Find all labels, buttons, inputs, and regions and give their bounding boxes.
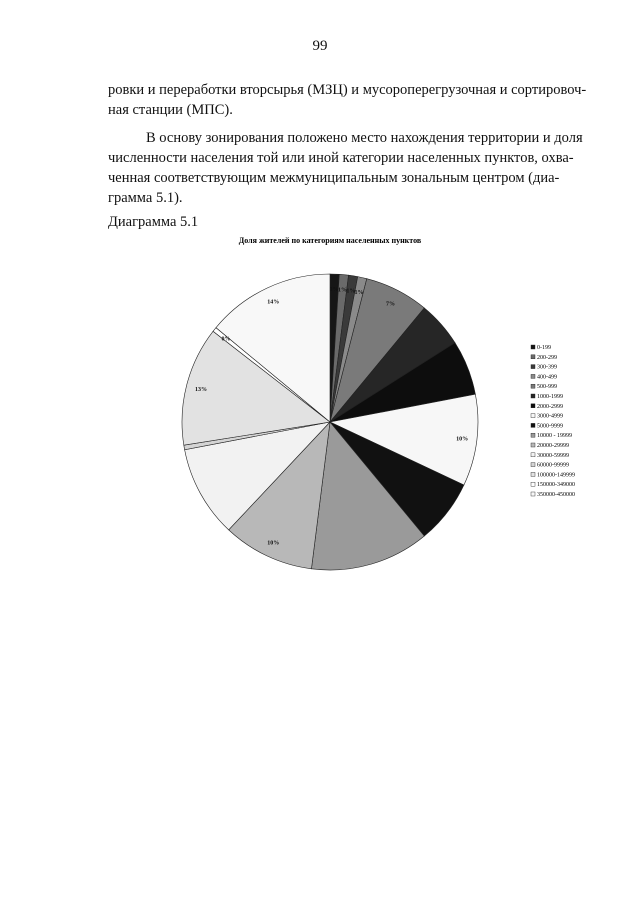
legend-swatch [531, 384, 535, 388]
legend-swatch [531, 453, 535, 457]
legend-entry: 200-299 [537, 354, 557, 361]
legend-entry: 150000-349000 [537, 482, 575, 489]
legend-entry: 350000-450000 [537, 492, 575, 498]
paragraph-continued [108, 80, 587, 120]
legend-entry: 400-499 [537, 374, 557, 381]
text-line: В основу зонирования положено место нахождения территории и доля [146, 130, 583, 146]
legend-entry: 500-999 [537, 384, 557, 391]
slice-data-label: 7% [385, 301, 395, 308]
text-line: ровки и переработки вторсырья (МЗЦ) и мусороперегрузочная и сортировоч- [108, 82, 587, 98]
slice-data-label: 0% [221, 336, 231, 343]
chart-legend [531, 345, 575, 498]
legend-swatch [531, 472, 535, 476]
legend-entry: 3000-4999 [537, 413, 563, 420]
paragraph-zoning [108, 128, 583, 208]
legend-entry: 2000-2999 [537, 403, 563, 410]
diagram-caption: Диаграмма 5.1 [108, 214, 199, 230]
legend-swatch [531, 492, 535, 496]
legend-swatch [531, 394, 535, 398]
page-number: 99 [312, 38, 328, 54]
text-line: грамма 5.1). [108, 190, 183, 206]
legend-swatch [531, 443, 535, 447]
pie-slices [182, 274, 478, 570]
legend-swatch [531, 345, 535, 349]
legend-swatch [531, 423, 535, 427]
legend-swatch [531, 355, 535, 359]
legend-entry: 30000-59999 [537, 452, 569, 459]
legend-entry: 10000 - 19999 [537, 433, 572, 440]
slice-data-label: 1% [329, 286, 339, 293]
legend-swatch [531, 414, 535, 418]
legend-swatch [531, 365, 535, 369]
legend-entry: 60000-99999 [537, 462, 569, 469]
slice-data-label: 13% [194, 386, 207, 393]
legend-entry: 300-399 [537, 364, 557, 371]
slice-data-label: 1% [346, 288, 356, 295]
slice-data-label: 1% [354, 290, 364, 297]
slice-data-label: 10% [267, 540, 280, 547]
legend-entry: 5000-9999 [537, 423, 563, 430]
chart-title: Доля жителей по категориям населенных пунктов [238, 236, 422, 245]
slice-data-label: 14% [267, 299, 280, 306]
legend-entry: 20000-29999 [537, 443, 569, 449]
legend-swatch [531, 374, 535, 378]
text-line: ная станции (МПС). [108, 102, 233, 118]
slice-data-label: 1% [338, 287, 348, 294]
legend-swatch [531, 404, 535, 408]
legend-entry: 0-199 [537, 345, 551, 351]
slice-data-label: 10% [456, 436, 469, 443]
legend-swatch [531, 482, 535, 486]
legend-entry: 1000-1999 [537, 394, 563, 400]
legend-entry: 100000-149999 [537, 472, 575, 479]
text-line: ченная соответствующим межмуниципальным зональным центром (диа- [108, 170, 560, 186]
legend-swatch [531, 433, 535, 437]
pie-chart [160, 230, 620, 590]
legend-swatch [531, 463, 535, 467]
text-line: численности населения той или иной категории населенных пунктов, охва- [108, 150, 574, 166]
